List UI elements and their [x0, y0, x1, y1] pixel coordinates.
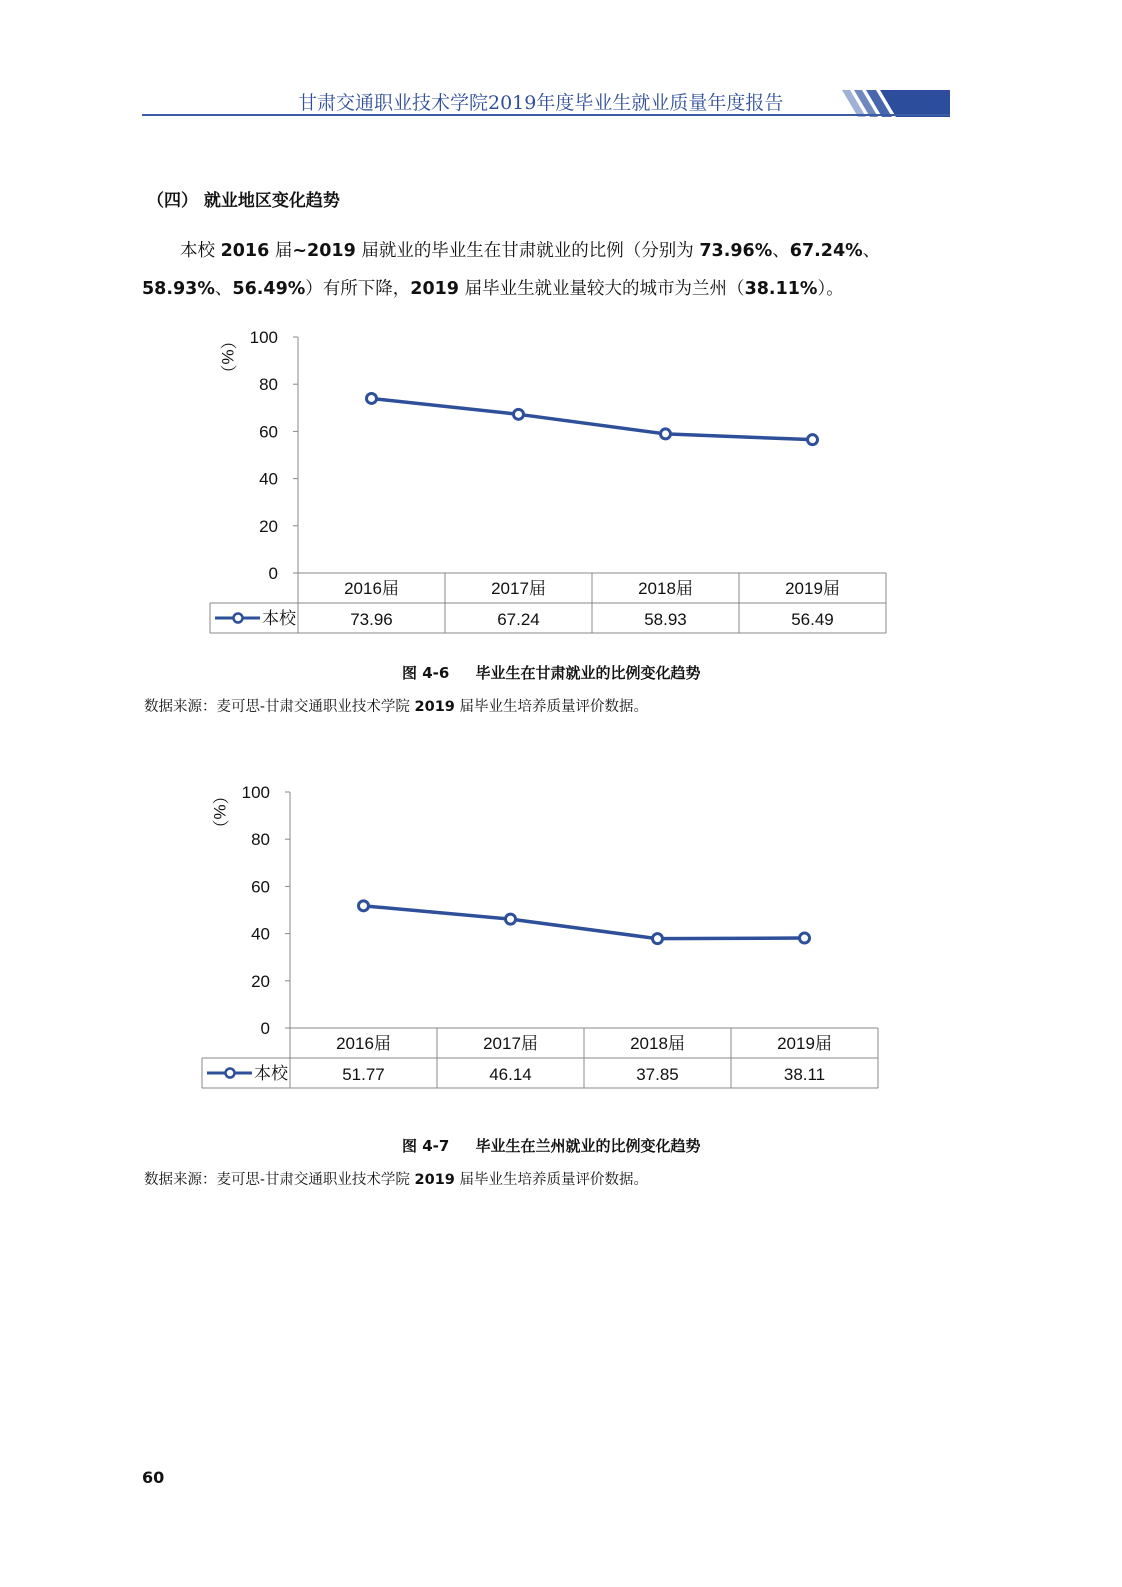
- data-point: [506, 914, 516, 924]
- x-category-label: 2017届: [483, 1034, 538, 1053]
- y-tick-label: 40: [259, 469, 278, 489]
- y-axis-unit-label: （%）: [218, 332, 237, 382]
- data-point: [800, 933, 810, 943]
- x-category-label: 2018届: [638, 579, 693, 598]
- legend-label: 本校: [262, 609, 296, 628]
- y-tick-label: 80: [259, 375, 278, 395]
- figure-caption: 图 4-6 毕业生在甘肃就业的比例变化趋势: [402, 664, 701, 682]
- data-point: [661, 429, 671, 439]
- data-table-value: 73.96: [350, 610, 393, 629]
- lanzhou-employment-chart: [192, 780, 892, 1095]
- y-tick-label: 80: [251, 830, 270, 850]
- series-line: [364, 906, 805, 939]
- x-category-label: 2016届: [344, 579, 399, 598]
- report-header-title: 甘肃交通职业技术学院2019年度毕业生就业质量年度报告: [298, 92, 784, 114]
- data-table-value: 56.49: [791, 610, 834, 629]
- legend-marker: [234, 614, 243, 623]
- data-table-value: 67.24: [497, 610, 540, 629]
- y-tick-label: 100: [249, 328, 278, 347]
- data-point: [359, 901, 369, 911]
- data-point: [367, 393, 377, 403]
- figure-caption: 图 4-7 毕业生在兰州就业的比例变化趋势: [402, 1137, 701, 1155]
- y-tick-label: 100: [241, 783, 270, 802]
- x-category-label: 2019届: [777, 1034, 832, 1053]
- data-table-value: 46.14: [489, 1065, 532, 1084]
- data-table-value: 37.85: [636, 1065, 679, 1084]
- y-tick-label: 60: [259, 422, 278, 442]
- x-category-label: 2016届: [336, 1034, 391, 1053]
- section-title: （四） 就业地区变化趋势: [147, 191, 340, 211]
- x-category-label: 2018届: [630, 1034, 685, 1053]
- x-category-label: 2019届: [785, 579, 840, 598]
- data-table-value: 58.93: [644, 610, 687, 629]
- x-category-label: 2017届: [491, 579, 546, 598]
- data-point: [808, 435, 818, 445]
- y-tick-label: 20: [251, 971, 270, 991]
- data-point: [653, 934, 663, 944]
- legend-label: 本校: [254, 1064, 288, 1083]
- legend-marker: [226, 1069, 235, 1078]
- source-note: 数据来源：麦可思-甘肃交通职业技术学院 2019 届毕业生培养质量评价数据。: [144, 1172, 648, 1188]
- header-rule: [142, 114, 950, 116]
- y-tick-label: 40: [251, 924, 270, 944]
- source-note: 数据来源：麦可思-甘肃交通职业技术学院 2019 届毕业生培养质量评价数据。: [144, 699, 648, 715]
- data-table-value: 51.77: [342, 1065, 385, 1084]
- data-point: [514, 409, 524, 419]
- body-paragraph: 本校 2016 届~2019 届就业的毕业生在甘肃就业的比例（分别为 73.96%、67.24%、 58.93%、56.49%）有所下降，2019 届毕业生就业量较大的城市为兰州（38.11%）。: [142, 241, 881, 299]
- y-tick-label: 0: [260, 1019, 270, 1038]
- series-line: [372, 398, 813, 439]
- y-tick-label: 0: [268, 564, 278, 583]
- data-table-value: 38.11: [783, 1065, 826, 1084]
- gansu-employment-chart: [200, 325, 900, 640]
- y-tick-label: 20: [259, 516, 278, 536]
- y-axis-unit-label: （%）: [210, 787, 229, 837]
- page-number: 60: [142, 1468, 165, 1487]
- y-tick-label: 60: [251, 877, 270, 897]
